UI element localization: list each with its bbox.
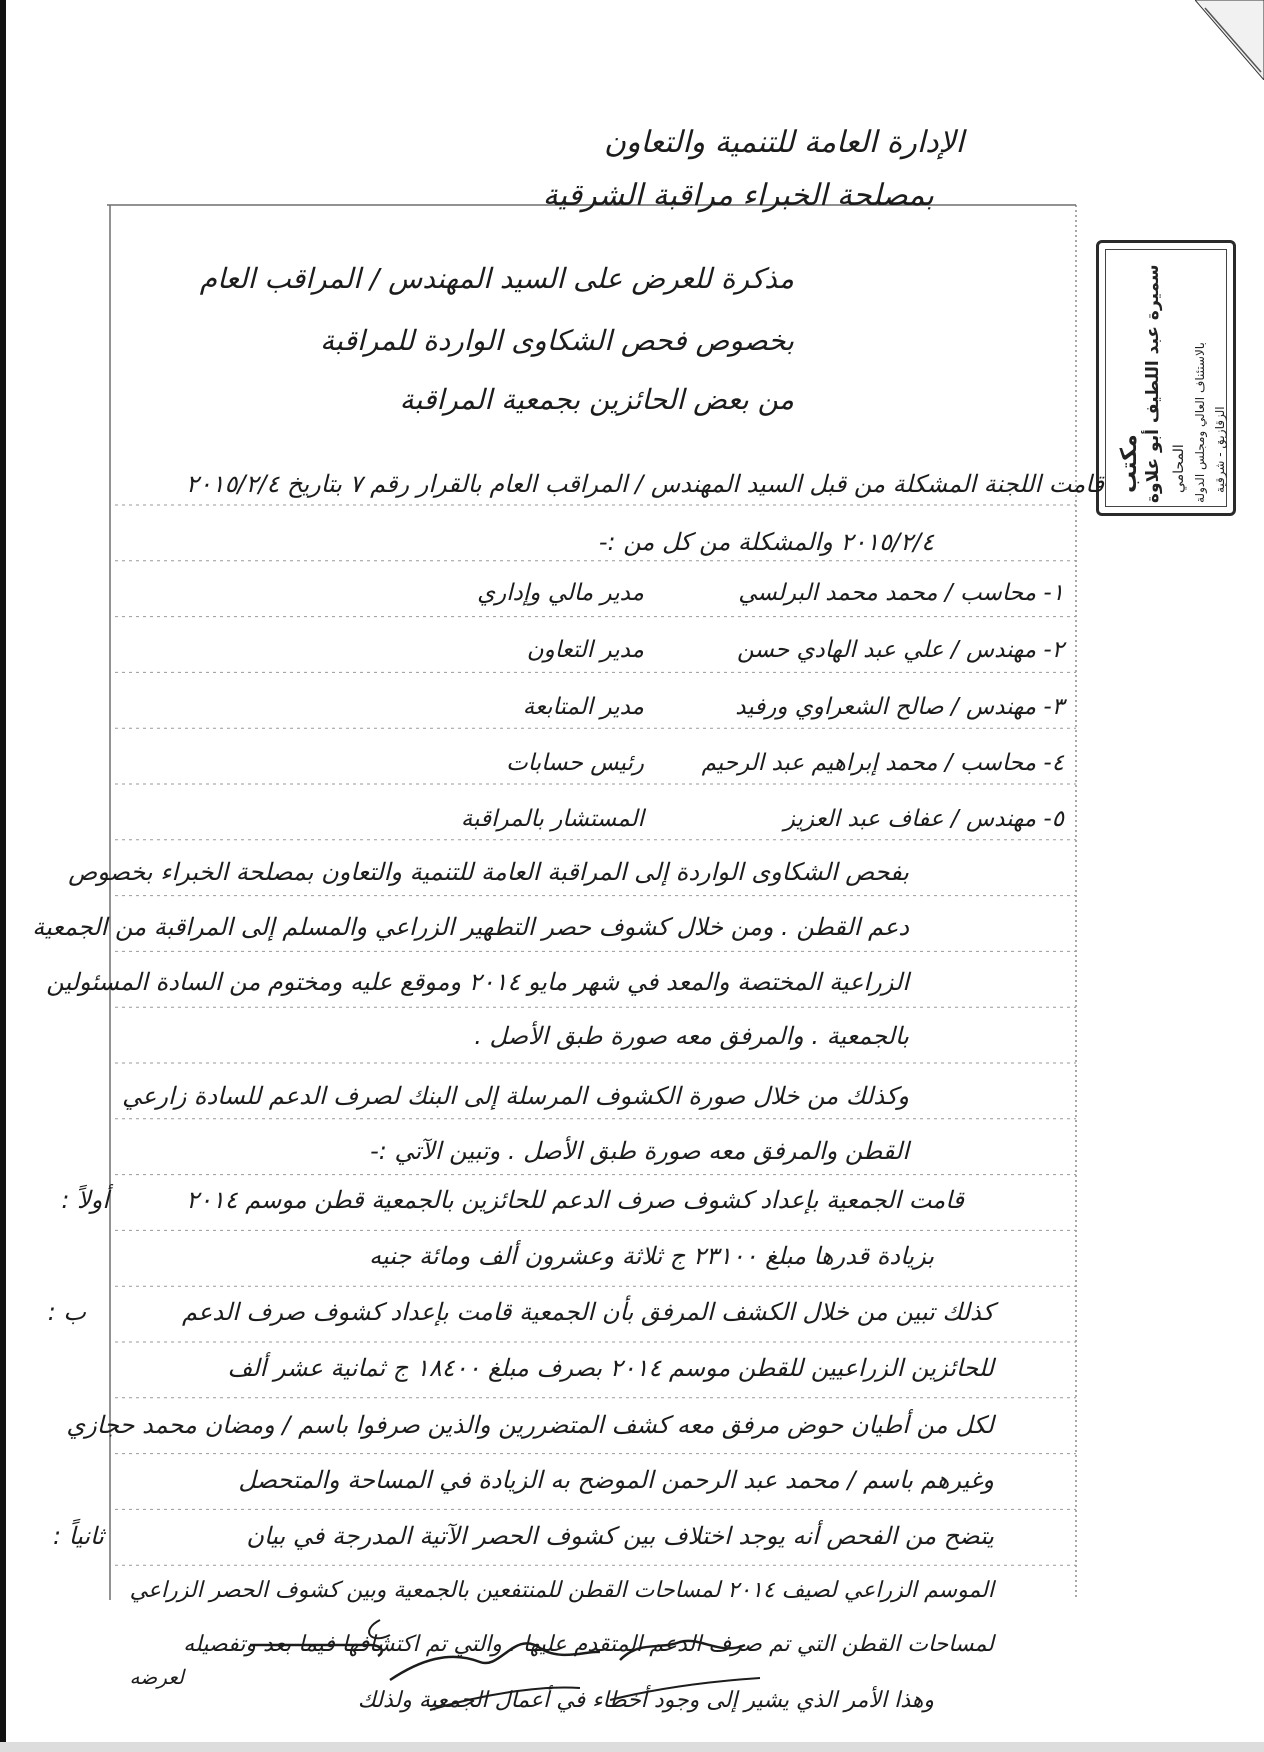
intro-line-2: ٢٠١٥/٢/٤ والمشكلة من كل من :- (598, 528, 934, 556)
body-line: القطن والمرفق معه صورة طبق الأصل . وتبين الآتي :- (370, 1137, 909, 1165)
header-line-1: الإدارة العامة للتنمية والتعاون (604, 125, 964, 160)
header-line-2: بمصلحة الخبراء مراقبة الشرقية (542, 178, 934, 213)
body-line: بالجمعية . والمرفق معه صورة طبق الأصل . (474, 1022, 909, 1050)
section-label: ثانياً : (53, 1522, 104, 1550)
committee-member-name: ٤- محاسب / محمد إبراهيم عبد الرحيم (701, 750, 1064, 776)
body-line: الموسم الزراعي لصيف ٢٠١٤ لمساحات القطن للمنتفعين بالجمعية وبين كشوف الحصر الزراعي (129, 1578, 994, 1603)
committee-member-role: مدير المتابعة (522, 694, 644, 720)
body-line: للحائزين الزراعيين للقطن موسم ٢٠١٤ بصرف مبلغ ١٨٤٠٠ ج ثمانية عشر ألف (227, 1354, 994, 1382)
body-line: وهذا الأمر الذي يشير إلى وجود أخطاء في أعمال الجمعية ولذلك (357, 1688, 934, 1713)
committee-member-name: ٣- مهندس / صالح الشعراوي ورفيد (735, 694, 1064, 720)
body-line: وكذلك من خلال صورة الكشوف المرسلة إلى البنك لصرف الدعم للسادة زارعي (122, 1082, 909, 1110)
lawyer-stamp (1096, 240, 1236, 516)
scan-edge-bottom (0, 1742, 1264, 1752)
body-line: كذلك تبين من خلال الكشف المرفق بأن الجمعية قامت بإعداد كشوف صرف الدعم (182, 1298, 994, 1326)
body-line: وغيرهم باسم / محمد عبد الرحمن الموضح به الزيادة في المساحة والمتحصل (238, 1466, 994, 1494)
committee-member-name: ٥- مهندس / عفاف عبد العزيز (783, 806, 1064, 832)
section-label: ب : (47, 1298, 86, 1326)
committee-member-name: ١- محاسب / محمد محمد البرلسي (738, 580, 1064, 606)
stamp-title: مكتب (1117, 434, 1142, 493)
committee-member-role: مدير التعاون (526, 637, 644, 663)
committee-member-name: ٢- مهندس / علي عبد الهادي حسن (736, 637, 1064, 663)
body-line: قامت الجمعية بإعداد كشوف صرف الدعم للحائزين بالجمعية قطن موسم ٢٠١٤ (186, 1186, 964, 1214)
body-line: يتضح من الفحص أنه يوجد اختلاف بين كشوف الحصر الآتية المدرجة في بيان (246, 1522, 994, 1550)
footer-note: لعرضه (129, 1665, 184, 1689)
intro-line-1: قامت اللجنة المشكلة من قبل السيد المهندس / المراقب العام بالقرار رقم ٧ بتاريخ ٢٠١٥/٢/٤ (185, 470, 1104, 498)
body-line: لمساحات القطن التي تم صرف الدعم المتقدم عليها . والتي تم اكتشافها فيما بعد وتفصيله (183, 1632, 994, 1657)
signatures (120, 1590, 1000, 1740)
body-line: بزيادة قدرها مبلغ ٢٣١٠٠ ج ثلاثة وعشرون ألف ومائة جنيه (369, 1242, 934, 1270)
body-line: لكل من أطيان حوض مرفق معه كشف المتضررين والذين صرفوا باسم / ومضان محمد حجازي (66, 1411, 994, 1439)
committee-member-role: رئيس حسابات (506, 750, 644, 776)
body-line: بفحص الشكاوى الواردة إلى المراقبة العامة للتنمية والتعاون بمصلحة الخبراء بخصوص (68, 858, 909, 886)
stamp-title-line: المحامي (1171, 444, 1187, 493)
memo-line-2: بخصوص فحص الشكاوى الواردة للمراقبة (320, 324, 794, 357)
memo-line-1: مذكرة للعرض على السيد المهندس / المراقب العام (199, 262, 794, 295)
stamp-name: سميرة عبد اللطيف أبو علاوة (1143, 264, 1163, 503)
committee-member-role: المستشار بالمراقبة (460, 806, 644, 832)
memo-line-3: من بعض الحائزين بجمعية المراقبة (399, 383, 794, 416)
stamp-address-line: الزقازيق - شرقية (1213, 406, 1227, 493)
section-label: أولاً : (61, 1186, 109, 1214)
stamp-court-line: بالاستئناف العالي ومجلس الدولة (1193, 342, 1207, 503)
committee-member-role: مدير مالي وإداري (477, 580, 644, 606)
body-line: الزراعية المختصة والمعد في شهر مايو ٢٠١٤ وموقع عليه ومختوم من السادة المسئولين (46, 968, 909, 996)
scan-edge (0, 0, 6, 1752)
body-line: دعم القطن . ومن خلال كشوف حصر التطهير الزراعي والمسلم إلى المراقبة من الجمعية (32, 913, 909, 941)
folded-corner (1195, 0, 1264, 80)
